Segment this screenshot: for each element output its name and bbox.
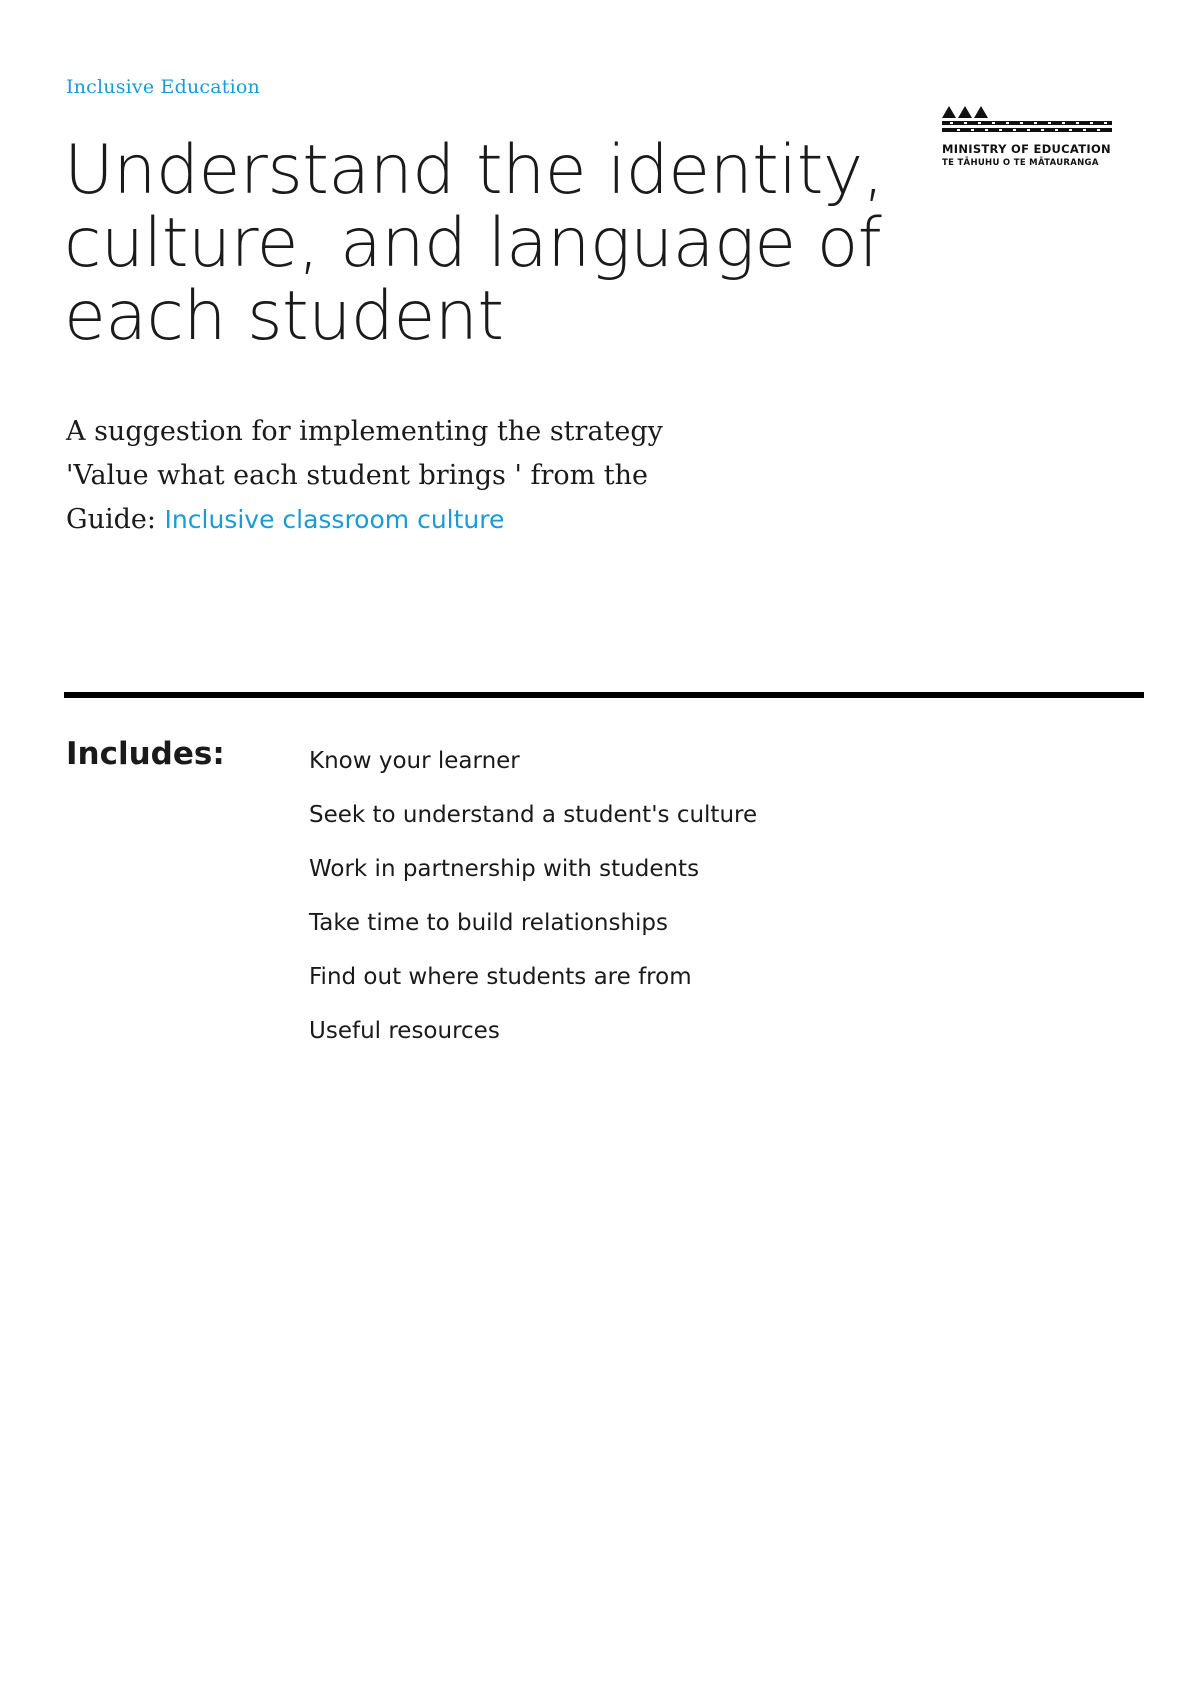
title-line: each student [64,277,504,356]
list-item: Know your learner [309,748,520,774]
ministry-logo [942,104,1122,174]
page-title [64,131,924,356]
list-item: Work in partnership with students [309,856,700,882]
logo-subtitle: TE TĀHUHU O TE MĀTAURANGA [942,158,1099,168]
list-item: Take time to build relationships [309,910,669,936]
title-line: culture, and language of [64,204,882,283]
guide-link[interactable]: Inclusive classroom culture [164,505,505,534]
title-line: Understand the identity, [64,131,884,210]
intro-line: 'Value what each student brings ' from the [66,460,649,491]
includes-list [309,746,757,1070]
intro-line [66,498,766,542]
section-divider [64,692,1144,698]
includes-heading: Includes: [66,736,225,772]
section-kicker: Inclusive Education [66,76,260,98]
logo-name: MINISTRY OF EDUCATION [942,142,1111,156]
logo-mark-icon [942,104,1122,138]
intro-paragraph [66,410,766,542]
list-item: Find out where students are from [309,964,692,990]
list-item: Useful resources [309,1018,500,1044]
intro-guide-prefix: Guide: [66,504,165,535]
list-item: Seek to understand a student's culture [309,802,758,828]
intro-line: A suggestion for implementing the strategy [66,416,663,447]
